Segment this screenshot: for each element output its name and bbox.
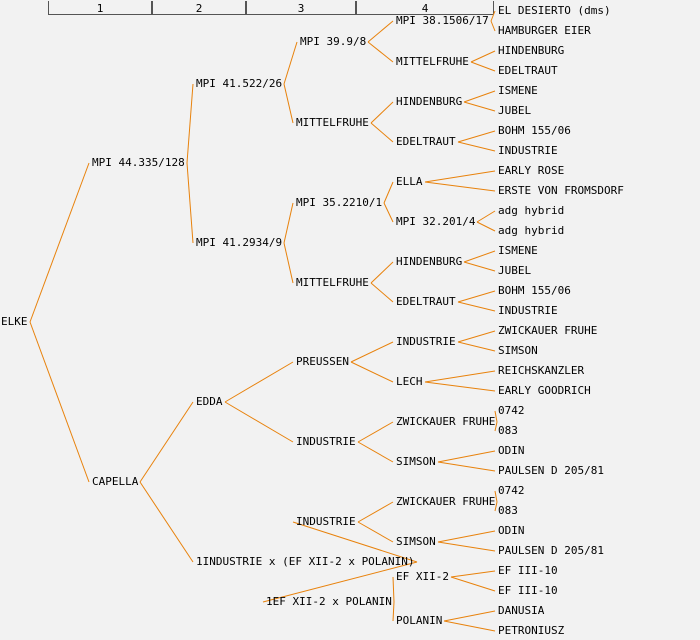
pedigree-node[interactable]: EARLY ROSE	[498, 164, 565, 177]
pedigree-node[interactable]: JUBEL	[498, 104, 532, 117]
pedigree-node[interactable]: PAULSEN D 205/81	[498, 464, 604, 477]
pedigree-node[interactable]: EARLY GOODRICH	[498, 384, 591, 397]
pedigree-node[interactable]: MITTELFRUHE	[396, 55, 469, 68]
pedigree-node[interactable]: EDELTRAUT	[498, 64, 558, 77]
pedigree-node[interactable]: INDUSTRIE	[498, 144, 558, 157]
pedigree-node[interactable]: SIMSON	[498, 344, 538, 357]
pedigree-node[interactable]: INDUSTRIE	[396, 335, 456, 348]
pedigree-node[interactable]: adg hybrid	[498, 204, 565, 217]
pedigree-node[interactable]: EDDA	[196, 395, 223, 408]
generation-header-label-1: 1	[96, 2, 104, 15]
pedigree-node[interactable]: 1EF XII-2 x POLANIN	[266, 595, 392, 608]
pedigree-node[interactable]: MPI 39.9/8	[300, 35, 367, 48]
pedigree-node[interactable]: PAULSEN D 205/81	[498, 544, 604, 557]
pedigree-node[interactable]: DANUSIA	[498, 604, 545, 617]
pedigree-node[interactable]: LECH	[396, 375, 423, 388]
generation-header-label-4: 4	[421, 2, 429, 15]
pedigree-node[interactable]: MPI 44.335/128	[92, 156, 185, 169]
pedigree-node[interactable]: EF III-10	[498, 584, 558, 597]
pedigree-node[interactable]: EF XII-2	[396, 570, 449, 583]
pedigree-node[interactable]: ZWICKAUER FRUHE	[396, 495, 496, 508]
pedigree-node[interactable]: HINDENBURG	[498, 44, 565, 57]
pedigree-node[interactable]: 0742	[498, 484, 525, 497]
pedigree-node[interactable]: ISMENE	[498, 244, 538, 257]
pedigree-node[interactable]: MITTELFRUHE	[296, 276, 369, 289]
pedigree-node[interactable]: EF III-10	[498, 564, 558, 577]
pedigree-node[interactable]: adg hybrid	[498, 224, 565, 237]
generation-header-label-2: 2	[195, 2, 203, 15]
pedigree-node[interactable]: PETRONIUSZ	[498, 624, 565, 637]
pedigree-node[interactable]: 083	[498, 504, 518, 517]
pedigree-node[interactable]: MPI 35.2210/1	[296, 196, 383, 209]
pedigree-node[interactable]: MPI 41.522/26	[196, 77, 283, 90]
pedigree-node[interactable]: BOHM 155/06	[498, 124, 571, 137]
pedigree-node[interactable]: MITTELFRUHE	[296, 116, 369, 129]
pedigree-node[interactable]: ERSTE VON FROMSDORF	[498, 184, 624, 197]
pedigree-node[interactable]: 1INDUSTRIE x (EF XII-2 x POLANIN)	[196, 555, 415, 568]
pedigree-node[interactable]: ZWICKAUER FRUHE	[396, 415, 496, 428]
pedigree-node[interactable]: INDUSTRIE	[296, 435, 356, 448]
pedigree-node[interactable]: SIMSON	[396, 535, 436, 548]
pedigree-node[interactable]: CAPELLA	[92, 475, 139, 488]
pedigree-node[interactable]: SIMSON	[396, 455, 436, 468]
generation-header-label-3: 3	[297, 2, 305, 15]
pedigree-node[interactable]: ELKE	[1, 315, 28, 328]
pedigree-node[interactable]: REICHSKANZLER	[498, 364, 585, 377]
pedigree-node[interactable]: EDELTRAUT	[396, 135, 456, 148]
pedigree-node[interactable]: 083	[498, 424, 518, 437]
pedigree-node[interactable]: HINDENBURG	[396, 95, 463, 108]
pedigree-node[interactable]: BOHM 155/06	[498, 284, 571, 297]
pedigree-node[interactable]: MPI 32.201/4	[396, 215, 476, 228]
pedigree-node[interactable]: ODIN	[498, 524, 525, 537]
pedigree-node[interactable]: INDUSTRIE	[498, 304, 558, 317]
pedigree-node[interactable]: MPI 41.2934/9	[196, 236, 283, 249]
pedigree-node[interactable]: HAMBURGER EIER	[498, 24, 591, 37]
pedigree-node[interactable]: ISMENE	[498, 84, 538, 97]
pedigree-node[interactable]: JUBEL	[498, 264, 532, 277]
pedigree-node[interactable]: ODIN	[498, 444, 525, 457]
pedigree-node[interactable]: EL DESIERTO (dms)	[498, 4, 611, 17]
pedigree-node[interactable]: PREUSSEN	[296, 355, 349, 368]
pedigree-node[interactable]: POLANIN	[396, 614, 443, 627]
pedigree-node[interactable]: EDELTRAUT	[396, 295, 456, 308]
pedigree-node[interactable]: MPI 38.1506/17	[396, 14, 489, 27]
pedigree-node[interactable]: ELLA	[396, 175, 423, 188]
pedigree-node[interactable]: 0742	[498, 404, 525, 417]
pedigree-node[interactable]: HINDENBURG	[396, 255, 463, 268]
pedigree-node[interactable]: ZWICKAUER FRUHE	[498, 324, 598, 337]
pedigree-node[interactable]: INDUSTRIE	[296, 515, 356, 528]
